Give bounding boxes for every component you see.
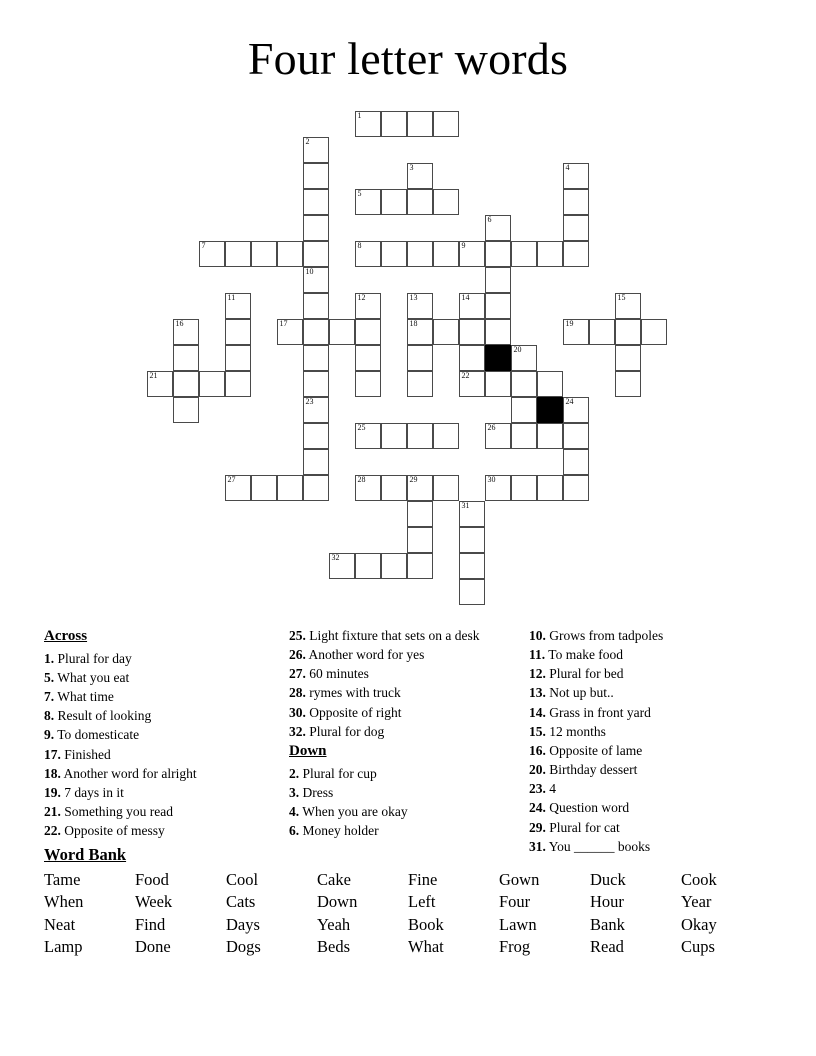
grid-cell[interactable] [485,371,511,397]
word-bank-word: Bank [590,914,625,934]
clue-number: 15. [529,723,546,739]
word-bank-word: Down [317,892,358,912]
word-bank-grid [44,869,774,958]
grid-cell[interactable] [381,241,407,267]
clue-text: What you eat [54,669,130,685]
grid-cell[interactable] [459,553,485,579]
clue-item [44,687,289,706]
grid-cell[interactable] [511,423,537,449]
word-bank-word: Fine [408,870,438,889]
grid-cell[interactable] [251,475,277,501]
word-bank-word: Lawn [499,914,537,934]
grid-cell[interactable] [407,345,433,371]
grid-cell[interactable] [355,475,381,501]
grid-cell[interactable] [433,111,459,137]
grid-cell-number: 14 [461,293,470,302]
clue-text: Opposite of messy [60,823,165,839]
grid-cell[interactable] [407,371,433,397]
grid-cell-number: 24 [565,397,574,406]
grid-cell-number: 22 [461,371,470,380]
grid-cell[interactable] [407,163,433,189]
grid-cell-number: 26 [487,423,496,432]
clue-item [529,798,774,817]
grid-cell[interactable] [303,475,329,501]
grid-cell-number: 17 [279,319,288,328]
clue-item [289,764,529,783]
clues-column-1 [44,626,289,840]
clue-text: Question word [545,800,630,816]
grid-cell[interactable] [459,527,485,553]
clue-item [44,821,289,840]
grid-cell[interactable] [537,371,563,397]
grid-cell-number: 12 [357,293,366,302]
clue-number: 26. [289,647,306,663]
clue-item [529,645,774,664]
grid-cell[interactable] [615,293,641,319]
grid-cell[interactable] [615,371,641,397]
clue-item [44,649,289,668]
word-bank-word: Four [499,892,531,912]
grid-cell[interactable] [199,241,225,267]
grid-cell[interactable] [433,319,459,345]
grid-cell[interactable] [459,293,485,319]
grid-cell-number: 7 [201,241,206,250]
clue-item [44,745,289,764]
clue-number: 4. [289,804,300,819]
clue-item [289,802,529,821]
grid-cell[interactable] [381,189,407,215]
word-bank-word: Cups [681,936,715,956]
clue-number: 3. [289,784,300,800]
clue-number: 14. [529,704,546,720]
clue-number: 18. [44,765,61,781]
clue-text: 60 minutes [305,666,369,682]
clue-text: Grass in front yard [545,704,651,720]
grid-cell-number: 16 [175,319,184,328]
grid-cell-number: 32 [331,553,340,562]
clue-text: 4 [545,781,556,797]
clue-item [289,722,529,741]
grid-cell[interactable] [615,319,641,345]
word-bank-word: Okay [681,914,717,934]
grid-cell-number: 9 [461,241,466,250]
clue-item [529,741,774,760]
grid-cell-number: 15 [617,293,626,302]
grid-cell[interactable] [563,319,589,345]
grid-cell[interactable] [355,319,381,345]
grid-cell[interactable] [407,319,433,345]
clue-text: Dress [299,784,334,800]
clue-number: 24. [529,800,546,816]
grid-cell[interactable] [329,319,355,345]
clue-text: Opposite of lame [545,742,643,758]
grid-cell[interactable] [355,111,381,137]
grid-cell-blocked [537,397,563,423]
clue-number: 5. [44,669,55,685]
word-bank-word: Left [408,892,436,912]
grid-cell[interactable] [173,345,199,371]
grid-cell[interactable] [563,449,589,475]
grid-cell[interactable] [433,475,459,501]
grid-cell-number: 19 [565,319,574,328]
clue-item [44,725,289,744]
clue-text: Plural for dog [305,723,385,739]
word-bank-word: Yeah [317,914,351,934]
grid-cell[interactable] [511,241,537,267]
grid-cell[interactable] [511,475,537,501]
grid-cell[interactable] [381,553,407,579]
clue-item [529,683,774,702]
grid-cell-number: 2 [305,137,310,146]
word-bank-word: Gown [499,870,540,889]
word-bank-word: Year [681,892,712,912]
grid-cell-number: 6 [487,215,492,224]
grid-cell[interactable] [355,423,381,449]
clue-text: 7 days in it [60,784,124,800]
clue-text: Another word for alright [60,765,197,781]
grid-cell-number: 23 [305,397,314,406]
clue-number: 32. [289,723,306,739]
word-bank-word: Neat [44,914,76,934]
grid-cell[interactable] [303,267,329,293]
clue-text: Money holder [299,823,379,839]
grid-cell-number: 4 [565,163,570,172]
clue-number: 27. [289,666,306,682]
word-bank-word: Hour [590,892,624,912]
clue-item [529,722,774,741]
grid-cell[interactable] [225,345,251,371]
word-bank-heading: Word Bank [44,845,127,864]
word-bank [44,845,774,958]
clue-text: You ______ books [545,838,651,854]
clues-column-3 [529,626,774,856]
grid-cell[interactable] [225,319,251,345]
grid-cell[interactable] [407,475,433,501]
grid-cell[interactable] [251,241,277,267]
grid-cell[interactable] [277,319,303,345]
clue-item [44,668,289,687]
grid-cell[interactable] [303,241,329,267]
clue-text: Not up but.. [545,685,614,701]
grid-cell[interactable] [355,553,381,579]
grid-cell-number: 18 [409,319,418,328]
grid-cell[interactable] [147,371,173,397]
grid-cell[interactable] [459,371,485,397]
clue-number: 11. [529,647,546,663]
word-bank-word: Cool [226,870,259,889]
grid-cell[interactable] [485,267,511,293]
word-bank-word: Tame [44,870,81,889]
word-bank-word: Days [226,914,260,934]
grid-cell[interactable] [381,423,407,449]
grid-cell[interactable] [537,241,563,267]
grid-cell[interactable] [563,215,589,241]
clue-item [44,802,289,821]
word-bank-word: Beds [317,936,350,956]
clue-text: To domesticate [54,727,140,743]
clue-text: Plural for cup [299,765,377,781]
clue-text: Light fixture that sets on a desk [305,628,480,643]
grid-cell-number: 3 [409,163,414,172]
grid-cell[interactable] [511,397,537,423]
grid-cell[interactable] [615,345,641,371]
word-bank-word: Book [408,914,444,934]
word-bank-word: What [408,936,444,956]
clue-number: 16. [529,742,546,758]
grid-cell-number: 13 [409,293,418,302]
grid-cell-blocked [485,345,511,371]
grid-cell[interactable] [563,423,589,449]
grid-cell[interactable] [563,397,589,423]
word-bank-word: Dogs [226,936,261,956]
grid-cell[interactable] [407,423,433,449]
clue-item [289,783,529,802]
grid-cell-number: 1 [357,111,362,120]
word-bank-word: Read [590,936,624,956]
grid-cell[interactable] [589,319,615,345]
grid-cell[interactable] [433,423,459,449]
clue-item [44,706,289,725]
grid-cell[interactable] [225,371,251,397]
grid-cell-number: 29 [409,475,418,484]
clue-text: Plural for day [54,650,132,666]
grid-cell[interactable] [303,293,329,319]
clue-text: rymes with truck [305,685,401,701]
clue-item [529,818,774,837]
grid-cell[interactable] [485,241,511,267]
grid-cell[interactable] [355,371,381,397]
grid-cell[interactable] [303,319,329,345]
clue-text: Another word for yes [305,647,425,663]
grid-cell[interactable] [563,189,589,215]
grid-cell[interactable] [511,345,537,371]
grid-cell[interactable] [485,293,511,319]
clue-text: 12 months [545,723,606,739]
clue-text: Birthday dessert [545,762,638,778]
grid-cell[interactable] [459,319,485,345]
word-bank-word: Cake [317,870,351,889]
across-clue-list-part1 [44,649,289,841]
clue-text: Plural for bed [545,666,624,682]
grid-cell[interactable] [641,319,667,345]
grid-cell[interactable] [459,345,485,371]
clue-text: To make food [545,647,624,663]
grid-cell-number: 27 [227,475,236,484]
across-clue-list-part2 [289,626,529,741]
clues-container [44,626,774,856]
clue-number: 30. [289,704,306,720]
grid-cell[interactable] [225,293,251,319]
grid-cell[interactable] [199,371,225,397]
grid-cell[interactable] [225,475,251,501]
grid-cell[interactable] [303,449,329,475]
grid-cell[interactable] [225,241,251,267]
clue-text: What time [54,689,114,705]
clue-number: 21. [44,804,61,819]
grid-cell[interactable] [173,397,199,423]
down-clue-list-part2 [529,626,774,856]
clue-number: 1. [44,650,55,666]
grid-cell[interactable] [303,371,329,397]
grid-cell[interactable] [303,137,329,163]
grid-cell[interactable] [303,397,329,423]
grid-cell-number: 30 [487,475,496,484]
clue-item [289,664,529,683]
clue-number: 6. [289,823,300,839]
clue-number: 2. [289,765,300,781]
grid-cell-number: 28 [357,475,366,484]
grid-cell-number: 31 [461,501,470,510]
word-bank-word: Done [135,936,171,956]
grid-cell[interactable] [407,241,433,267]
down-heading: Down [289,742,327,759]
clue-item [529,626,774,645]
clue-item [289,703,529,722]
word-bank-word: Frog [499,936,531,956]
clue-number: 28. [289,685,306,701]
clue-text: Result of looking [54,708,152,724]
word-bank-word: Lamp [44,936,83,956]
word-bank-word: Food [135,870,169,889]
clue-number: 7. [44,689,55,705]
clue-item [44,764,289,783]
grid-cell[interactable] [303,215,329,241]
clue-item [289,645,529,664]
grid-cell[interactable] [459,579,485,605]
word-bank-word: Find [135,914,166,934]
down-clue-list-part1 [289,764,529,841]
clue-number: 22. [44,823,61,839]
grid-cell[interactable] [407,553,433,579]
grid-cell[interactable] [407,189,433,215]
grid-cell[interactable] [563,163,589,189]
clue-number: 17. [44,746,61,762]
clues-column-2 [289,626,529,840]
grid-cell[interactable] [407,111,433,137]
grid-cell[interactable] [537,423,563,449]
grid-cell[interactable] [381,475,407,501]
grid-cell[interactable] [459,241,485,267]
grid-cell[interactable] [485,423,511,449]
grid-cell[interactable] [303,163,329,189]
clue-number: 19. [44,784,61,800]
grid-cell[interactable] [537,475,563,501]
word-bank-word: Cook [681,870,717,889]
clue-text: Something you read [60,804,173,819]
clue-number: 31. [529,838,546,854]
clue-item [529,760,774,779]
grid-cell[interactable] [173,371,199,397]
clue-text: Opposite of right [305,704,402,720]
grid-cell[interactable] [303,423,329,449]
page-title: Four letter words [247,33,569,84]
clue-item [44,783,289,802]
grid-cell[interactable] [433,189,459,215]
grid-cell[interactable] [433,241,459,267]
grid-cell[interactable] [355,293,381,319]
clue-text: Grows from tadpoles [545,628,664,643]
grid-cell[interactable] [485,215,511,241]
clue-item [289,683,529,702]
grid-cell[interactable] [459,501,485,527]
grid-cell[interactable] [303,345,329,371]
clue-number: 8. [44,708,55,724]
grid-cell[interactable] [277,241,303,267]
word-bank-word: Week [135,892,173,912]
grid-cell-number: 21 [149,371,158,380]
clue-number: 10. [529,628,546,643]
grid-cell-number: 5 [357,189,362,198]
grid-cell[interactable] [381,111,407,137]
clue-text: Plural for cat [545,819,620,835]
grid-cell-number: 8 [357,241,362,250]
grid-cell[interactable] [511,371,537,397]
word-bank-word: Duck [590,870,626,889]
grid-cell[interactable] [485,475,511,501]
grid-cell-number: 11 [227,293,236,302]
clue-item [289,626,529,645]
clue-item [289,821,529,840]
grid-cell[interactable] [173,319,199,345]
word-bank-word: When [44,892,84,912]
clue-item [529,664,774,683]
grid-cell[interactable] [329,553,355,579]
clue-number: 13. [529,685,546,701]
grid-cell-number: 25 [357,423,366,432]
grid-cell[interactable] [277,475,303,501]
grid-cell[interactable] [407,501,433,527]
across-heading: Across [44,628,88,644]
grid-cell[interactable] [485,319,511,345]
clue-item [529,779,774,798]
grid-cell[interactable] [303,189,329,215]
clue-number: 29. [529,819,546,835]
clue-number: 20. [529,762,546,778]
clue-item [529,703,774,722]
clue-text: Finished [60,746,111,762]
clue-number: 23. [529,781,546,797]
grid-cell[interactable] [407,527,433,553]
grid-cell[interactable] [355,345,381,371]
word-bank-word: Cats [226,892,256,912]
clue-text: When you are okay [299,804,408,819]
grid-cell[interactable] [563,475,589,501]
grid-cell[interactable] [355,241,381,267]
grid-cell-number: 10 [305,267,314,276]
grid-cell[interactable] [563,241,589,267]
clue-number: 9. [44,727,55,743]
grid-cell[interactable] [407,293,433,319]
clue-number: 12. [529,666,546,682]
grid-cell[interactable] [355,189,381,215]
clue-number: 25. [289,628,306,643]
grid-cell-number: 20 [513,345,522,354]
